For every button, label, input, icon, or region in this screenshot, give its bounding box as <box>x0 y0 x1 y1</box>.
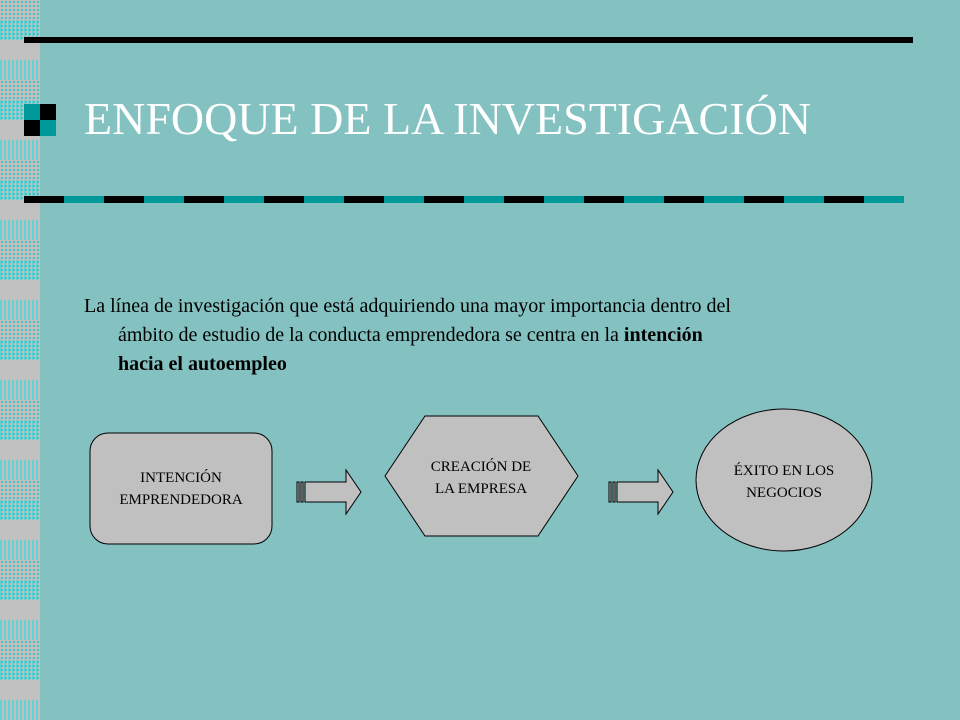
node-intencion-line1: INTENCIÓN <box>140 470 222 486</box>
arrow-right-2 <box>609 470 673 514</box>
node-creacion-line1: CREACIÓN DE <box>430 459 532 475</box>
node-creacion-label <box>400 456 562 500</box>
node-exito-label <box>704 460 864 504</box>
node-creacion-line2: LA EMPRESA <box>434 481 528 497</box>
paragraph-bold-intencion: intención <box>623 324 703 346</box>
node-exito-line1: ÉXITO EN LOS <box>733 463 835 479</box>
slide-title: ENFOQUE DE LA INVESTIGACIÓN <box>84 93 811 144</box>
arrow-right-1 <box>297 470 361 514</box>
paragraph-line-2: ámbito de estudio de la conducta emprendedora se centra en la <box>118 324 624 346</box>
paragraph-line-1: La línea de investigación que está adquiriendo una mayor importancia dentro del <box>84 295 731 317</box>
paragraph-bold-autoempleo: hacia el autoempleo <box>118 353 287 375</box>
node-intencion-label <box>92 467 270 511</box>
node-exito-line2: NEGOCIOS <box>746 485 822 501</box>
node-intencion-line2: EMPRENDEDORA <box>119 492 243 508</box>
